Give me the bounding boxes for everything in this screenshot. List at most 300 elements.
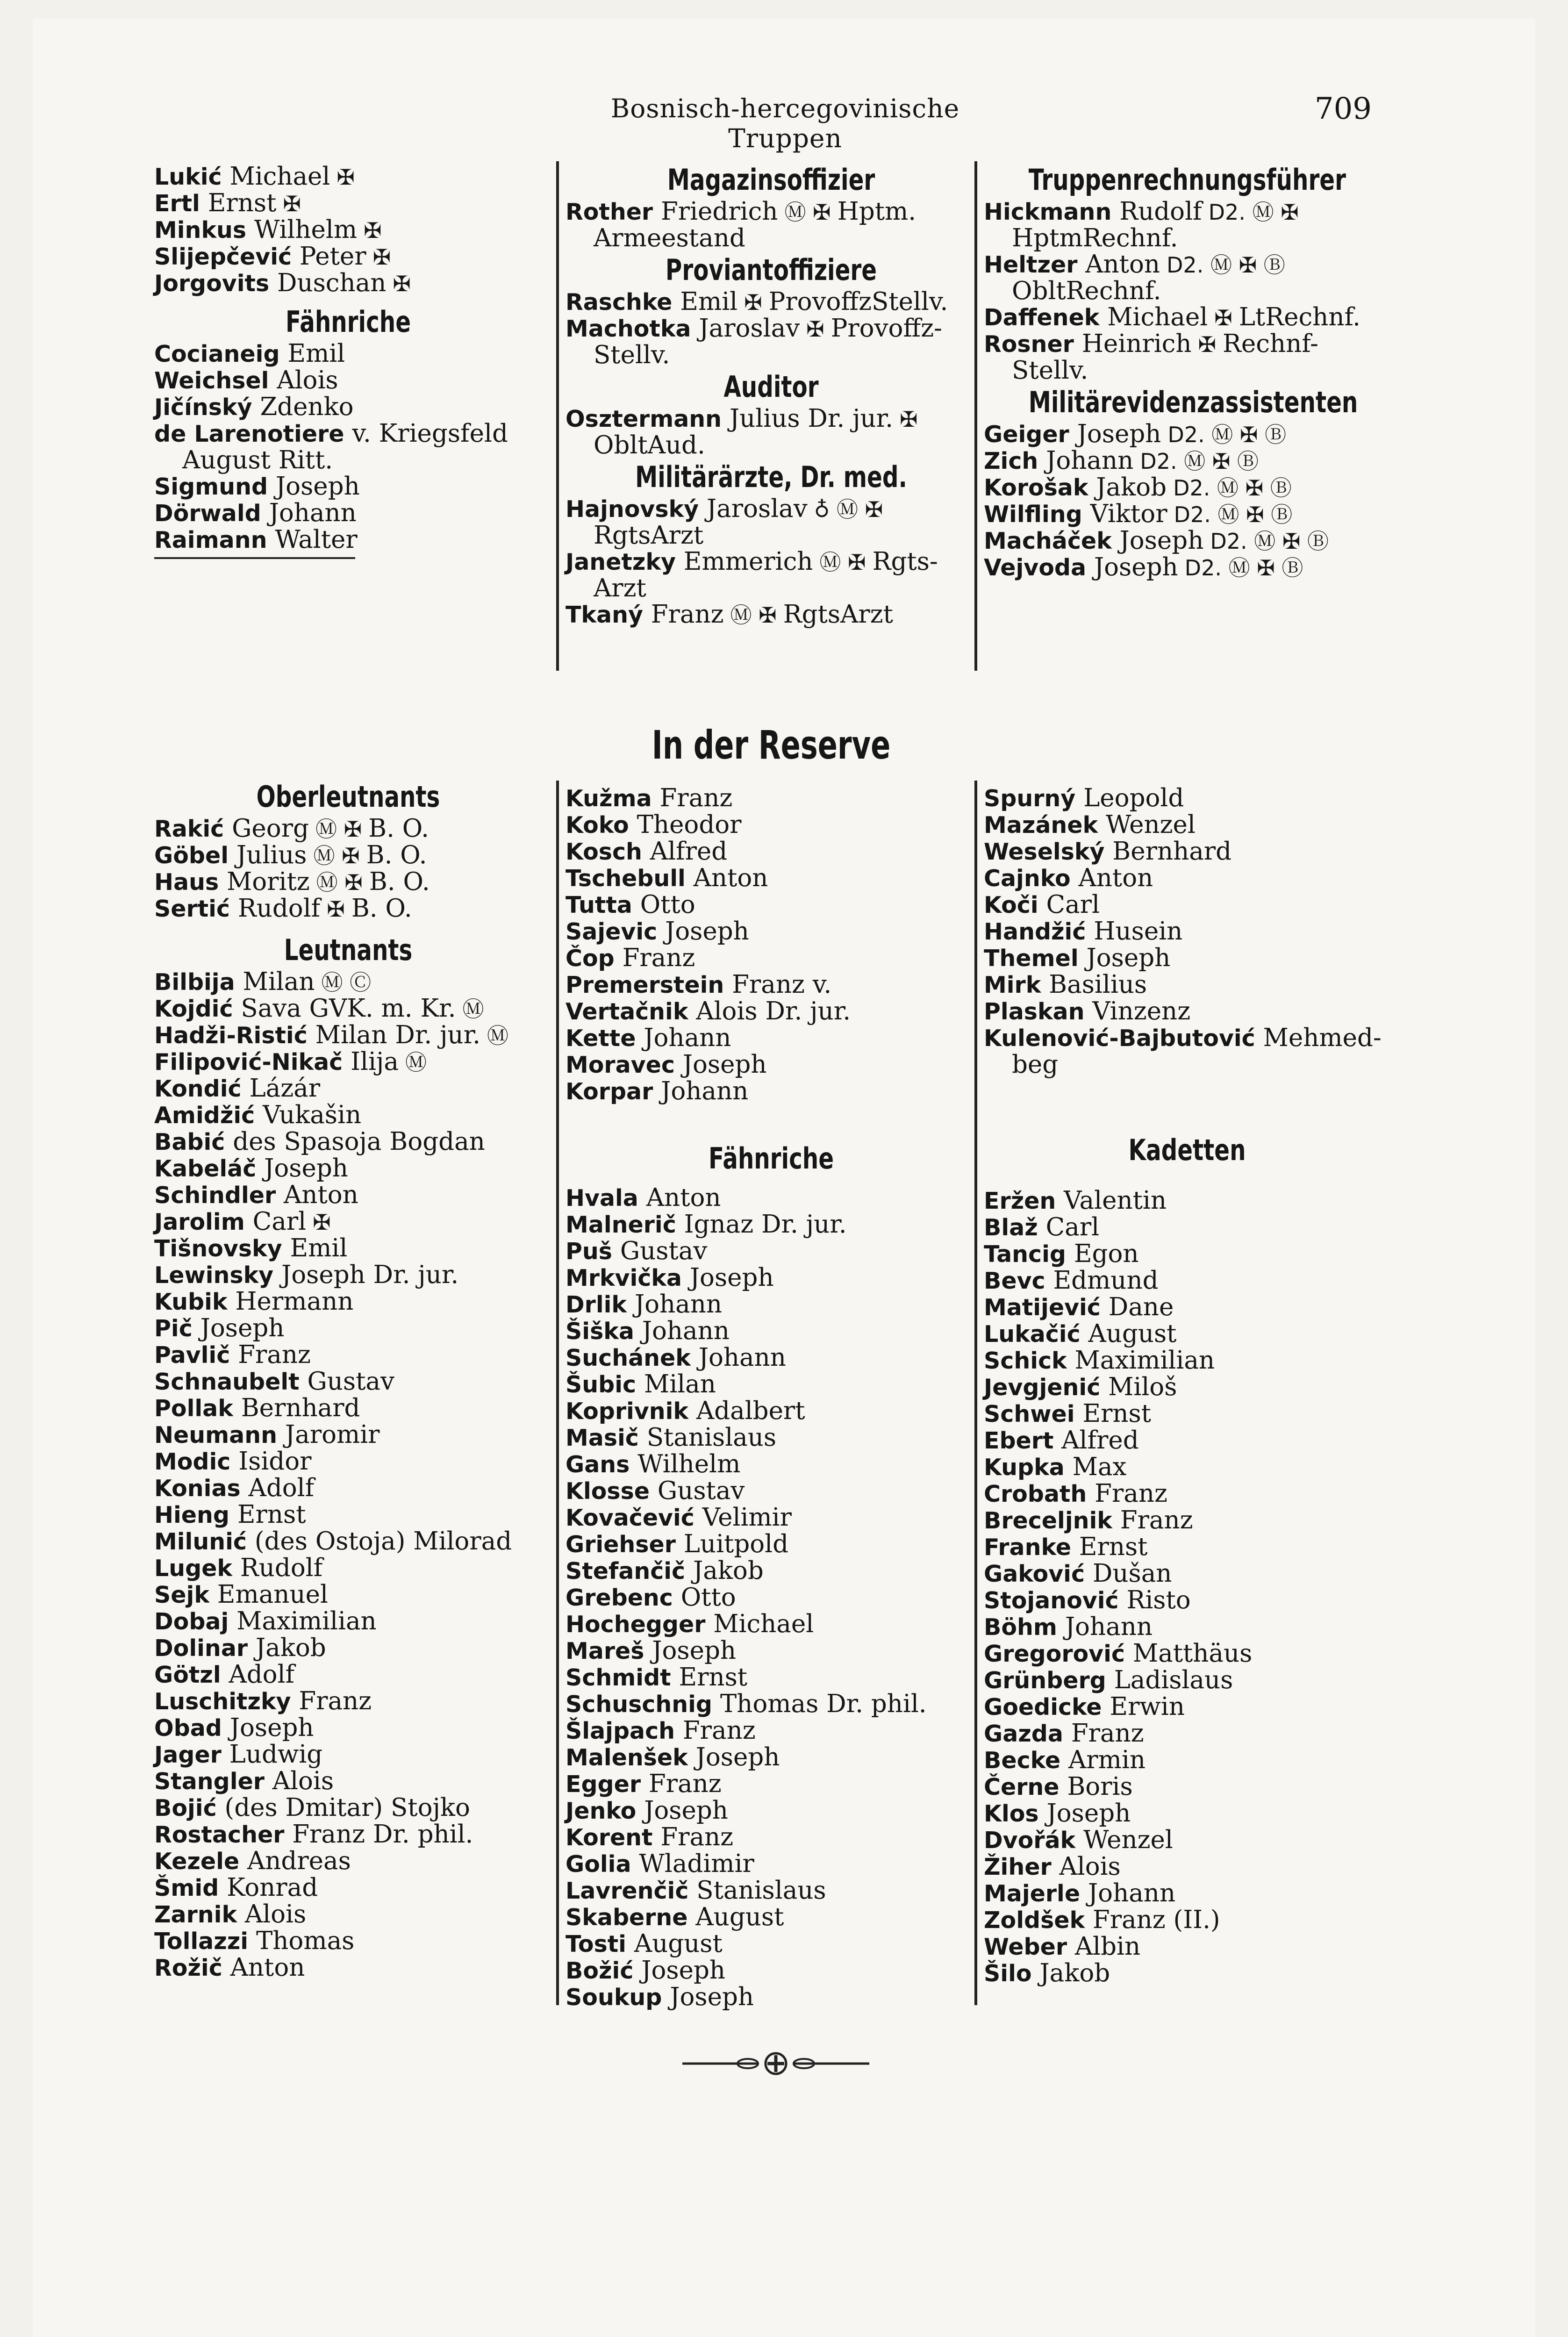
- surname: Majerle: [984, 1880, 1081, 1907]
- surname: Egger: [566, 1771, 641, 1798]
- list-entry: [566, 1238, 977, 1265]
- surname: Korošak: [984, 474, 1088, 501]
- surname: Masič: [566, 1425, 639, 1451]
- leutnants-list: [154, 969, 542, 1981]
- surname: Hieng: [154, 1502, 229, 1528]
- list-entry: [154, 1395, 542, 1422]
- given-name: Jakob: [255, 1634, 326, 1662]
- decoration-symbols: D2. Ⓜ ✠ Ⓑ: [1210, 529, 1329, 554]
- surname: Premerstein: [566, 972, 724, 998]
- surname: Pič: [154, 1315, 193, 1342]
- given-name: Gustav: [620, 1237, 708, 1265]
- decoration-symbols: D2. Ⓜ ✠ Ⓑ: [1167, 422, 1287, 447]
- list-entry: [154, 869, 542, 896]
- given-name: Franz: [659, 784, 733, 812]
- surname: Schindler: [154, 1182, 276, 1209]
- surname: Kondić: [154, 1075, 242, 1102]
- surname: Jičínský: [154, 394, 252, 421]
- rank-label: B. O.: [368, 814, 429, 843]
- surname: Grebenc: [566, 1584, 673, 1611]
- list-entry: [984, 304, 1390, 331]
- given-name: Joseph: [229, 1713, 314, 1742]
- continuation-line: Stellv.: [594, 341, 670, 369]
- list-entry: [566, 289, 977, 315]
- list-entry: [154, 996, 542, 1022]
- given-name: Viktor: [1090, 500, 1167, 528]
- given-name: Isidor: [238, 1447, 312, 1476]
- reserve-middle-column: [566, 785, 977, 2011]
- given-name: Emmerich: [683, 547, 813, 576]
- reserve-left-column: [154, 778, 542, 1981]
- given-name: Moritz: [226, 867, 310, 896]
- list-entry: [154, 1555, 542, 1582]
- list-entry: [566, 1584, 977, 1611]
- section-heading-kadetten: Kadetten: [1128, 1133, 1246, 1167]
- list-entry: [566, 1451, 977, 1478]
- given-name: Stanislaus: [646, 1423, 777, 1452]
- list-entry: [154, 270, 542, 297]
- list-entry: [984, 1374, 1390, 1401]
- evidenz-list: [984, 421, 1390, 581]
- surname: Heltzer: [984, 251, 1078, 278]
- list-entry: [154, 969, 542, 996]
- surname: Pollak: [154, 1395, 233, 1422]
- list-entry: [566, 1744, 977, 1771]
- given-name: Carl: [1045, 1213, 1100, 1241]
- list-entry: [984, 1747, 1390, 1774]
- surname: Plaskan: [984, 998, 1085, 1025]
- given-name: Jaroslav: [706, 495, 808, 523]
- list-entry: [154, 1235, 542, 1262]
- surname: Gregorović: [984, 1641, 1125, 1667]
- surname: Janetzky: [566, 549, 676, 575]
- decoration-symbols: ✠: [1214, 305, 1232, 330]
- list-entry: [154, 1901, 542, 1928]
- section-heading-proviant: Proviantoffiziere: [665, 253, 877, 287]
- given-name: Zdenko: [260, 393, 354, 421]
- given-name: Johann: [661, 1077, 749, 1105]
- list-entry: [154, 1955, 542, 1981]
- section-end-rule: [154, 557, 355, 559]
- given-name: Andreas: [247, 1847, 351, 1875]
- surname: Weichsel: [154, 367, 269, 394]
- given-name: Anton: [1078, 864, 1153, 892]
- surname: Neumann: [154, 1422, 278, 1448]
- list-entry: [154, 1209, 542, 1235]
- list-entry: [984, 785, 1390, 812]
- given-name: Emanuel: [217, 1580, 328, 1609]
- continuation-line: Arzt: [594, 574, 646, 602]
- given-name: Joseph: [1094, 553, 1178, 581]
- given-name: Egon: [1074, 1240, 1139, 1268]
- surname: Haus: [154, 869, 219, 896]
- surname: Koči: [984, 892, 1038, 918]
- top-left-list: [154, 164, 542, 297]
- rank-label: Rechnf-: [1223, 330, 1318, 358]
- given-name: Anton: [646, 1183, 721, 1212]
- surname: Weber: [984, 1934, 1067, 1960]
- given-name: Franz: [1095, 1479, 1167, 1508]
- rank-label: Hptm.: [837, 197, 916, 226]
- surname: Čop: [566, 945, 615, 972]
- faehnriche-reserve-list: [566, 1185, 977, 2011]
- given-name: Wenzel: [1083, 1826, 1173, 1854]
- surname: Macháček: [984, 528, 1112, 554]
- list-entry: [154, 1289, 542, 1315]
- section-heading-aerzte: Militärärzte, Dr. med.: [635, 460, 907, 494]
- list-entry: [984, 1934, 1390, 1960]
- list-entry: [984, 448, 1390, 474]
- surname: Schmidt: [566, 1664, 671, 1691]
- surname: Machotka: [566, 315, 691, 342]
- list-entry: [154, 1662, 542, 1688]
- list-entry: [154, 190, 542, 217]
- given-name: Boris: [1067, 1772, 1133, 1801]
- list-entry: [566, 1638, 977, 1664]
- decoration-symbols: ✠: [337, 165, 355, 190]
- surname: Slijepčević: [154, 244, 292, 270]
- given-name: Julius Dr. jur.: [729, 404, 894, 433]
- given-name: Anton: [230, 1953, 305, 1982]
- list-entry: [154, 367, 542, 394]
- surname: Filipović-Nikač: [154, 1049, 343, 1075]
- given-name: Wilhelm: [637, 1450, 741, 1478]
- given-name: Joseph: [695, 1743, 780, 1771]
- surname: Kubik: [154, 1289, 228, 1315]
- surname: Tollazzi: [154, 1928, 249, 1955]
- surname: Moravec: [566, 1052, 675, 1078]
- surname: Themel: [984, 945, 1079, 972]
- given-name: Joseph: [670, 1983, 754, 2011]
- reserve-officers-list: [984, 785, 1390, 1078]
- faehnriche-list: [154, 341, 542, 553]
- list-entry: [984, 998, 1390, 1025]
- surname: Schwei: [984, 1401, 1075, 1427]
- given-name: Mehmed-: [1263, 1024, 1382, 1052]
- given-name: Emil: [287, 339, 345, 368]
- surname: Götzl: [154, 1662, 221, 1688]
- surname: Lukić: [154, 164, 222, 190]
- section-heading-evidenz: Militärevidenzassistenten: [1028, 385, 1358, 419]
- list-entry: [984, 1241, 1390, 1268]
- auditor-list: [566, 406, 977, 459]
- given-name: Johann: [1065, 1613, 1153, 1641]
- list-entry: [566, 918, 977, 945]
- continuation-line: Armeestand: [594, 224, 745, 252]
- surname: Rožič: [154, 1955, 222, 1981]
- list-entry: [984, 865, 1390, 892]
- surname: Jevgjenić: [984, 1374, 1101, 1401]
- list-entry: [566, 1664, 977, 1691]
- given-name: Leopold: [1083, 784, 1184, 812]
- given-name: Basilius: [1049, 970, 1147, 999]
- decoration-symbols: ✠: [327, 896, 345, 922]
- continuation-line: August Ritt.: [182, 446, 333, 474]
- surname: Schick: [984, 1348, 1067, 1374]
- list-entry: [984, 1694, 1390, 1720]
- list-entry: [154, 1075, 542, 1102]
- surname: Goedicke: [984, 1694, 1102, 1720]
- magazin-list: [566, 199, 977, 251]
- given-name: Alfred: [650, 837, 728, 866]
- list-entry: [566, 1798, 977, 1824]
- decoration-symbols: Ⓜ ✠: [316, 870, 363, 895]
- given-name: Johann: [698, 1343, 786, 1372]
- given-name: Franz: [682, 1716, 756, 1745]
- given-name: Miloš: [1108, 1373, 1177, 1401]
- rank-label: ProvoffzStellv.: [768, 287, 948, 316]
- decoration-symbols: ✠: [283, 191, 301, 216]
- given-name: Anton: [284, 1181, 358, 1209]
- given-name: Alois: [277, 366, 338, 394]
- given-name: Carl: [252, 1207, 307, 1236]
- continuation-line: beg: [1012, 1050, 1059, 1079]
- given-name: Jaromir: [285, 1420, 380, 1449]
- list-entry: [566, 892, 977, 918]
- given-name: Duschan: [277, 269, 387, 297]
- continuation-line: RgtsArzt: [594, 521, 704, 550]
- given-name: Rudolf: [1119, 197, 1202, 226]
- list-entry: [566, 1078, 977, 1105]
- given-name: Franz Dr. phil.: [292, 1820, 473, 1849]
- given-name: Stanislaus: [696, 1876, 826, 1905]
- decoration-symbols: Ⓜ ✠: [313, 843, 360, 868]
- list-entry: [566, 1824, 977, 1851]
- list-entry: [984, 501, 1390, 528]
- list-entry: [566, 1904, 977, 1931]
- surname: Jorgovits: [154, 270, 270, 297]
- list-entry: [154, 1129, 542, 1155]
- surname: Golia: [566, 1851, 631, 1878]
- list-entry: [984, 1587, 1390, 1614]
- given-name: Ladislaus: [1114, 1666, 1233, 1694]
- given-name: Michael: [1107, 303, 1208, 331]
- surname: Obad: [154, 1715, 222, 1742]
- list-entry: [566, 1931, 977, 1957]
- given-name: Alois: [244, 1900, 307, 1928]
- decoration-symbols: D2. Ⓜ ✠ Ⓑ: [1174, 502, 1293, 527]
- surname: Rosner: [984, 331, 1074, 358]
- surname: Tišnovsky: [154, 1235, 282, 1262]
- section-heading-leutnants: Leutnants: [284, 933, 413, 967]
- given-name: Albin: [1074, 1932, 1141, 1961]
- list-entry: [984, 1827, 1390, 1854]
- decoration-symbols: D2. Ⓜ ✠ Ⓑ: [1167, 252, 1285, 278]
- surname: Raimann: [154, 527, 267, 553]
- section-heading-oberleutnants: Oberleutnants: [256, 780, 440, 814]
- given-name: Franz: [1120, 1506, 1193, 1534]
- list-entry: [154, 394, 542, 421]
- surname: Handžić: [984, 918, 1086, 945]
- surname: Rostacher: [154, 1821, 285, 1848]
- surname: Sertić: [154, 896, 230, 922]
- given-name: Franz: [660, 1823, 734, 1851]
- surname: Lewinsky: [154, 1262, 274, 1289]
- list-entry: [154, 1928, 542, 1955]
- list-entry: [566, 1185, 977, 1212]
- list-entry: [984, 1667, 1390, 1694]
- given-name: Alois: [272, 1767, 334, 1795]
- list-entry: [984, 474, 1390, 501]
- list-entry: [154, 1022, 542, 1049]
- list-entry: [566, 199, 977, 251]
- given-name: Johann: [634, 1290, 723, 1319]
- rank-label: B. O.: [369, 867, 430, 896]
- given-name: Wenzel: [1105, 810, 1196, 839]
- given-name: Peter: [299, 242, 366, 271]
- surname: Schuschnig: [566, 1691, 712, 1718]
- surname: Lugek: [154, 1555, 233, 1582]
- list-entry: [566, 315, 977, 368]
- surname: Schnaubelt: [154, 1369, 300, 1395]
- surname: Bilbija: [154, 969, 235, 996]
- given-name: Franz v.: [732, 970, 832, 999]
- given-name: Heinrich: [1081, 330, 1192, 358]
- given-name: Valentin: [1064, 1186, 1167, 1215]
- surname: Grünberg: [984, 1667, 1106, 1694]
- decoration-symbols: Ⓜ ✠: [730, 602, 777, 628]
- decoration-symbols: Ⓜ ✠: [315, 817, 362, 842]
- surname: Stangler: [154, 1768, 265, 1795]
- list-entry: [154, 1582, 542, 1608]
- surname: Šubic: [566, 1371, 637, 1398]
- list-entry: [566, 406, 977, 459]
- surname: Ertl: [154, 190, 200, 217]
- given-name: Joseph: [682, 1050, 767, 1079]
- given-name: (des Dmitar) Stojko: [224, 1793, 470, 1822]
- surname: Skaberne: [566, 1904, 688, 1931]
- given-name: Johann: [1046, 446, 1134, 475]
- surname: Spurný: [984, 785, 1076, 812]
- given-name: Milan: [644, 1370, 716, 1398]
- surname: Šlajpach: [566, 1718, 675, 1744]
- surname: Stojanović: [984, 1587, 1119, 1614]
- decoration-symbols: ✠: [1198, 332, 1217, 357]
- given-name: Georg: [232, 814, 309, 843]
- given-name: Alois: [1059, 1852, 1121, 1881]
- surname: Sigmund: [154, 473, 268, 500]
- surname: Bojić: [154, 1795, 217, 1821]
- surname: Gazda: [984, 1720, 1063, 1747]
- surname: Hajnovský: [566, 496, 699, 523]
- given-name: Maximilian: [236, 1607, 377, 1635]
- given-name: Johann: [269, 499, 357, 527]
- list-entry: [566, 549, 977, 602]
- list-entry: [566, 602, 977, 628]
- section-heading-magazin: Magazinsoffizier: [667, 163, 875, 197]
- section-heading-faehnriche-reserve: Fähnriche: [708, 1141, 834, 1176]
- list-entry: [154, 527, 542, 553]
- list-entry: [154, 1182, 542, 1209]
- given-name: Ernst: [1082, 1399, 1152, 1428]
- surname: Jarolim: [154, 1209, 245, 1235]
- given-name: Joseph: [1086, 944, 1171, 972]
- list-entry: [566, 1957, 977, 1984]
- section-heading-rechnung: Truppenrechnungsführer: [1028, 163, 1346, 197]
- given-name: Maximilian: [1074, 1346, 1215, 1375]
- list-entry: [566, 1025, 977, 1052]
- list-entry: [154, 341, 542, 367]
- surname: Kupka: [984, 1454, 1065, 1481]
- surname: Dvořák: [984, 1827, 1076, 1854]
- list-entry: [984, 251, 1390, 304]
- given-name: Ernst: [237, 1500, 306, 1529]
- list-entry: [154, 1422, 542, 1448]
- surname: Cocianeig: [154, 341, 280, 367]
- list-entry: [566, 1371, 977, 1398]
- given-name: Ignaz Dr. jur.: [684, 1210, 847, 1239]
- given-name: Anton: [693, 864, 768, 892]
- list-entry: [154, 1742, 542, 1768]
- surname: Wilfling: [984, 501, 1082, 528]
- surname: Puš: [566, 1238, 612, 1265]
- surname: Klosse: [566, 1478, 650, 1505]
- given-name: Rudolf: [237, 894, 321, 923]
- list-entry: [154, 1688, 542, 1715]
- decoration-symbols: Ⓜ ✠: [819, 550, 866, 575]
- given-name: Hermann: [235, 1287, 354, 1316]
- surname: de Larenotiere: [154, 421, 344, 447]
- given-name: Milan: [243, 968, 315, 996]
- given-name: Joseph: [264, 1154, 348, 1183]
- decoration-symbols: ♁ Ⓜ ✠: [814, 497, 883, 522]
- surname: Lavrenčič: [566, 1878, 689, 1904]
- given-name: Otto: [680, 1583, 736, 1612]
- given-name: Velimir: [702, 1503, 792, 1532]
- aerzte-list: [566, 496, 977, 628]
- given-name: Joseph: [644, 1796, 728, 1825]
- given-name: Otto: [640, 890, 695, 919]
- surname: Suchánek: [566, 1345, 691, 1371]
- list-entry: [154, 842, 542, 869]
- reserve-title: In der Reserve: [652, 722, 891, 768]
- decoration-symbols: ✠: [900, 407, 918, 432]
- surname: Matijević: [984, 1294, 1101, 1321]
- surname: Milunić: [154, 1528, 247, 1555]
- section-heading-auditor: Auditor: [723, 370, 819, 404]
- given-name: Joseph: [200, 1314, 285, 1342]
- given-name: Thomas: [256, 1927, 355, 1955]
- surname: Zarnik: [154, 1901, 237, 1928]
- decoration-symbols: Ⓜ: [405, 1050, 427, 1075]
- given-name: Alfred: [1061, 1426, 1139, 1455]
- given-name: Johann: [644, 1024, 731, 1052]
- surname: Božić: [566, 1957, 634, 1984]
- given-name: Rudolf: [240, 1554, 323, 1582]
- surname: Korent: [566, 1824, 653, 1851]
- given-name: Adalbert: [696, 1397, 805, 1425]
- surname: Minkus: [154, 217, 247, 244]
- column-rule: [556, 161, 559, 671]
- surname: Tosti: [566, 1931, 626, 1957]
- list-entry: [566, 1265, 977, 1291]
- surname: Mareš: [566, 1638, 644, 1664]
- list-entry: [984, 1774, 1390, 1800]
- list-entry: [984, 1880, 1390, 1907]
- rechnung-list: [984, 199, 1390, 384]
- given-name: Wilhelm: [254, 215, 358, 244]
- section-heading-faehnriche: Fähnriche: [285, 305, 411, 339]
- given-name: August: [695, 1903, 784, 1931]
- surname: Vertačnik: [566, 998, 688, 1025]
- list-entry: [566, 1771, 977, 1798]
- list-entry: [154, 1821, 542, 1848]
- list-entry: [984, 839, 1390, 865]
- surname: Daffenek: [984, 304, 1100, 331]
- given-name: Anton: [1085, 250, 1160, 279]
- surname: Kezele: [154, 1848, 240, 1875]
- given-name: Vukašin: [263, 1101, 362, 1129]
